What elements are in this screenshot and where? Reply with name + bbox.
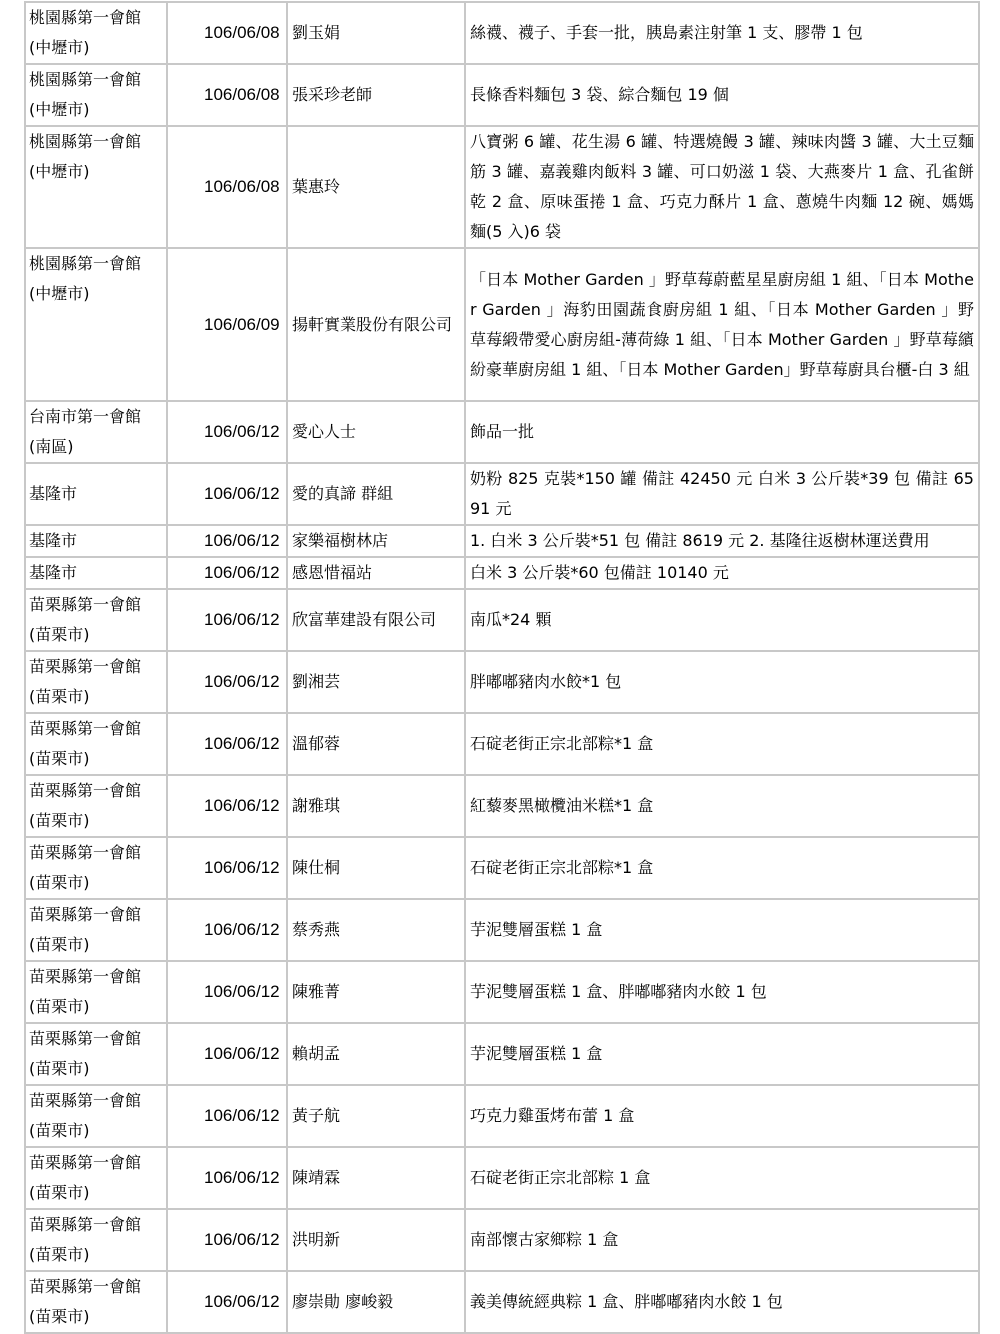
venue-cell: 苗栗縣第一會館 (苗栗市) — [25, 1209, 167, 1271]
donor-cell: 劉湘芸 — [287, 651, 465, 713]
date-cell: 106/06/12 — [167, 1147, 287, 1209]
venue-cell: 苗栗縣第一會館 (苗栗市) — [25, 775, 167, 837]
date-cell: 106/06/12 — [167, 651, 287, 713]
items-cell: 飾品一批 — [465, 401, 979, 463]
date-cell: 106/06/08 — [167, 2, 287, 64]
date-cell: 106/06/12 — [167, 713, 287, 775]
items-cell: 芋泥雙層蛋糕 1 盒、胖嘟嘟豬肉水餃 1 包 — [465, 961, 979, 1023]
venue-cell: 基隆市 — [25, 525, 167, 557]
donor-cell: 張采珍老師 — [287, 64, 465, 126]
donor-cell: 家樂福樹林店 — [287, 525, 465, 557]
items-cell: 絲襪、襪子、手套一批，胰島素注射筆 1 支、膠帶 1 包 — [465, 2, 979, 64]
venue-cell: 苗栗縣第一會館 (苗栗市) — [25, 1085, 167, 1147]
date-cell: 106/06/08 — [167, 126, 287, 248]
donor-cell: 陳仕桐 — [287, 837, 465, 899]
donor-cell: 溫郁蓉 — [287, 713, 465, 775]
venue-cell: 苗栗縣第一會館 (苗栗市) — [25, 713, 167, 775]
items-cell: 奶粉 825 克裝*150 罐 備註 42450 元 白米 3 公斤裝*39 包 備註 6591 元 — [465, 463, 979, 525]
date-cell: 106/06/12 — [167, 1209, 287, 1271]
items-cell: 南部懷古家鄉粽 1 盒 — [465, 1209, 979, 1271]
date-cell: 106/06/12 — [167, 401, 287, 463]
donor-cell: 感恩惜福站 — [287, 557, 465, 589]
venue-cell: 基隆市 — [25, 557, 167, 589]
venue-cell: 苗栗縣第一會館 (苗栗市) — [25, 837, 167, 899]
venue-cell: 苗栗縣第一會館 (苗栗市) — [25, 899, 167, 961]
venue-cell: 桃園縣第一會館 (中壢市) — [25, 248, 167, 401]
donor-cell: 欣富華建設有限公司 — [287, 589, 465, 651]
date-cell: 106/06/12 — [167, 775, 287, 837]
table-row — [25, 775, 979, 837]
items-cell: 紅藜麥黑橄欖油米糕*1 盒 — [465, 775, 979, 837]
venue-cell: 苗栗縣第一會館 (苗栗市) — [25, 961, 167, 1023]
donor-cell: 愛心人士 — [287, 401, 465, 463]
table-row — [25, 713, 979, 775]
date-cell: 106/06/12 — [167, 557, 287, 589]
date-cell: 106/06/08 — [167, 64, 287, 126]
venue-cell: 桃園縣第一會館 (中壢市) — [25, 2, 167, 64]
items-cell: 白米 3 公斤裝*60 包備註 10140 元 — [465, 557, 979, 589]
items-cell: 長條香料麵包 3 袋、綜合麵包 19 個 — [465, 64, 979, 126]
table-row — [25, 1209, 979, 1271]
table-row — [25, 463, 979, 525]
table-row — [25, 248, 979, 401]
table-row — [25, 557, 979, 589]
donor-cell: 陳雅菁 — [287, 961, 465, 1023]
table-row — [25, 589, 979, 651]
date-cell: 106/06/09 — [167, 248, 287, 401]
items-cell: 芋泥雙層蛋糕 1 盒 — [465, 899, 979, 961]
venue-cell: 基隆市 — [25, 463, 167, 525]
donor-cell: 蔡秀燕 — [287, 899, 465, 961]
donor-cell: 賴胡孟 — [287, 1023, 465, 1085]
items-cell: 南瓜*24 顆 — [465, 589, 979, 651]
items-cell: 胖嘟嘟豬肉水餃*1 包 — [465, 651, 979, 713]
donor-cell: 劉玉娟 — [287, 2, 465, 64]
items-cell: 石碇老街正宗北部粽*1 盒 — [465, 713, 979, 775]
venue-cell: 苗栗縣第一會館 (苗栗市) — [25, 1147, 167, 1209]
date-cell: 106/06/12 — [167, 1085, 287, 1147]
items-cell: 1. 白米 3 公斤裝*51 包 備註 8619 元 2. 基隆往返樹林運送費用 — [465, 525, 979, 557]
table-row — [25, 126, 979, 248]
date-cell: 106/06/12 — [167, 961, 287, 1023]
items-cell: 「日本 Mother Garden 」野草莓蔚藍星星廚房組 1 組、「日本 Mother Garden 」海豹田園蔬食廚房組 1 組、「日本 Mother Garden 」野草莓緞帶愛心廚房組-薄荷綠 1 組、「日本 Mother Garden 」野草莓繽紛豪華廚房組 1 組、「日本 Mother Garden」野草莓廚具台櫃-白 3 組 — [465, 248, 979, 401]
items-cell: 石碇老街正宗北部粽*1 盒 — [465, 837, 979, 899]
date-cell: 106/06/12 — [167, 1271, 287, 1333]
donor-cell: 謝雅琪 — [287, 775, 465, 837]
table-row — [25, 64, 979, 126]
donation-records-table — [24, 1, 980, 1334]
date-cell: 106/06/12 — [167, 837, 287, 899]
venue-cell: 苗栗縣第一會館 (苗栗市) — [25, 589, 167, 651]
table-row — [25, 525, 979, 557]
table-row — [25, 2, 979, 64]
donor-cell: 揚軒實業股份有限公司 — [287, 248, 465, 401]
table-row — [25, 1271, 979, 1333]
items-cell: 巧克力雞蛋烤布蕾 1 盒 — [465, 1085, 979, 1147]
venue-cell: 苗栗縣第一會館 (苗栗市) — [25, 1023, 167, 1085]
table-row — [25, 961, 979, 1023]
items-cell: 義美傳統經典粽 1 盒、胖嘟嘟豬肉水餃 1 包 — [465, 1271, 979, 1333]
table-row — [25, 899, 979, 961]
venue-cell: 台南市第一會館 (南區) — [25, 401, 167, 463]
donor-cell: 陳靖霖 — [287, 1147, 465, 1209]
venue-cell: 桃園縣第一會館 (中壢市) — [25, 64, 167, 126]
date-cell: 106/06/12 — [167, 525, 287, 557]
venue-cell: 苗栗縣第一會館 (苗栗市) — [25, 651, 167, 713]
donor-cell: 洪明新 — [287, 1209, 465, 1271]
table-row — [25, 1085, 979, 1147]
table-row — [25, 651, 979, 713]
table-row — [25, 1147, 979, 1209]
items-cell: 八寶粥 6 罐、花生湯 6 罐、特選燒饅 3 罐、辣味肉醬 3 罐、大土豆麵筋 3 罐、嘉義雞肉飯料 3 罐、可口奶滋 1 袋、大燕麥片 1 盒、孔雀餅乾 2 盒、原味蛋捲 1 盒、巧克力酥片 1 盒、蔥燒牛肉麵 12 碗、媽媽麵(5 入)6 袋 — [465, 126, 979, 248]
donation-records-body — [25, 2, 979, 1333]
venue-cell: 苗栗縣第一會館 (苗栗市) — [25, 1271, 167, 1333]
donor-cell: 愛的真諦 群組 — [287, 463, 465, 525]
table-row — [25, 1023, 979, 1085]
date-cell: 106/06/12 — [167, 899, 287, 961]
items-cell: 芋泥雙層蛋糕 1 盒 — [465, 1023, 979, 1085]
items-cell: 石碇老街正宗北部粽 1 盒 — [465, 1147, 979, 1209]
donor-cell: 廖崇勛 廖峻毅 — [287, 1271, 465, 1333]
table-row — [25, 401, 979, 463]
donor-cell: 黃子航 — [287, 1085, 465, 1147]
donor-cell: 葉惠玲 — [287, 126, 465, 248]
table-row — [25, 837, 979, 899]
date-cell: 106/06/12 — [167, 589, 287, 651]
date-cell: 106/06/12 — [167, 463, 287, 525]
date-cell: 106/06/12 — [167, 1023, 287, 1085]
venue-cell: 桃園縣第一會館 (中壢市) — [25, 126, 167, 248]
